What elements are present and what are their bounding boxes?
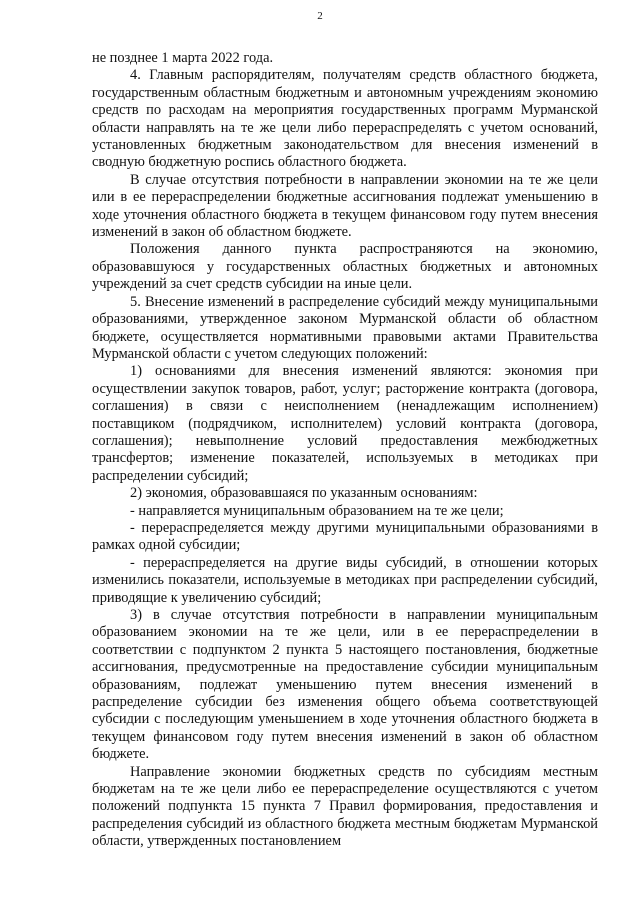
list-item: 1) основаниями для внесения изменений являются: экономия при осуществлении закупок товаров, работ, услуг; расторжение контракта (договора, соглашения) в связи с неисполнением (ненадлежащим исполнением) поставщиком (подрядчиком, исполнителем) условий контракта (договора, соглашения); невыполнение условий предоставления межбюджетных трансфертов; изменение показателей, используемых в методиках при распределении субсидий; <box>92 363 598 484</box>
paragraph: Положения данного пункта распространяются на экономию, образовавшуюся у государственных областных бюджетных и автономных учреждений за счет средств субсидии на иные цели. <box>92 241 598 293</box>
dash-item: - перераспределяется между другими муниципальными образованиями в рамках одной субсидии; <box>92 519 598 554</box>
paragraph: В случае отсутствия потребности в направлении экономии на те же цели или в ее перераспределении бюджетные ассигнования подлежат уменьшению в ходе уточнения областного бюджета в текущем финансовом году путем внесения изменений в закон об областном бюджете. <box>92 171 598 241</box>
list-item: 2) экономия, образовавшаяся по указанным основаниям: <box>130 485 478 502</box>
dash-item: - направляется муниципальным образованием на те же цели; <box>130 502 504 519</box>
page-number: 2 <box>317 10 323 22</box>
paragraph: не позднее 1 марта 2022 года. <box>92 50 274 66</box>
dash-item: - перераспределяется на другие виды субсидий, в отношении которых изменились показатели, используемые в методиках при распределении субсидий, приводящие к увеличению субсидий; <box>92 554 598 606</box>
document-body <box>92 50 598 851</box>
paragraph: Направление экономии бюджетных средств по субсидиям местным бюджетам на те же цели либо ее перераспределение осуществляются с учетом положений подпункта 15 пункта 7 Правил формирования, предоставления и распределения субсидий из областного бюджета местным бюджетам Мурманской области, утвержденных постановлением <box>92 763 598 850</box>
paragraph: 5. Внесение изменений в распределение субсидий между муниципальными образованиями, утвержденное законом Мурманской области об областном бюджете, осуществляется нормативными правовыми актами Правительства Мурманской области с учетом следующих положений: <box>92 293 598 362</box>
list-item: 3) в случае отсутствия потребности в направлении муниципальным образованием экономии на те же цели, или в ее перераспределении в соответствии с подпунктом 2 пункта 5 настоящего постановления, бюджетные ассигнования, предусмотренные на предоставление субсидии муниципальным образованиям, подлежат уменьшению путем внесения изменений в распределение субсидии без изменения общего объема соответствующей субсидии с последующим уменьшением в ходе уточнения областного бюджета в текущем финансовом году путем внесения изменений в закон об областном бюджете. <box>92 607 598 763</box>
paragraph: 4. Главным распорядителям, получателям средств областного бюджета, государственным областным бюджетным и автономным учреждениям экономию средств по расходам на мероприятия государственных программ Мурманской области направлять на те же цели либо перераспределять с учетом оснований, установленных бюджетным законодательством для внесения изменений в сводную бюджетную роспись областного бюджета. <box>92 67 598 171</box>
